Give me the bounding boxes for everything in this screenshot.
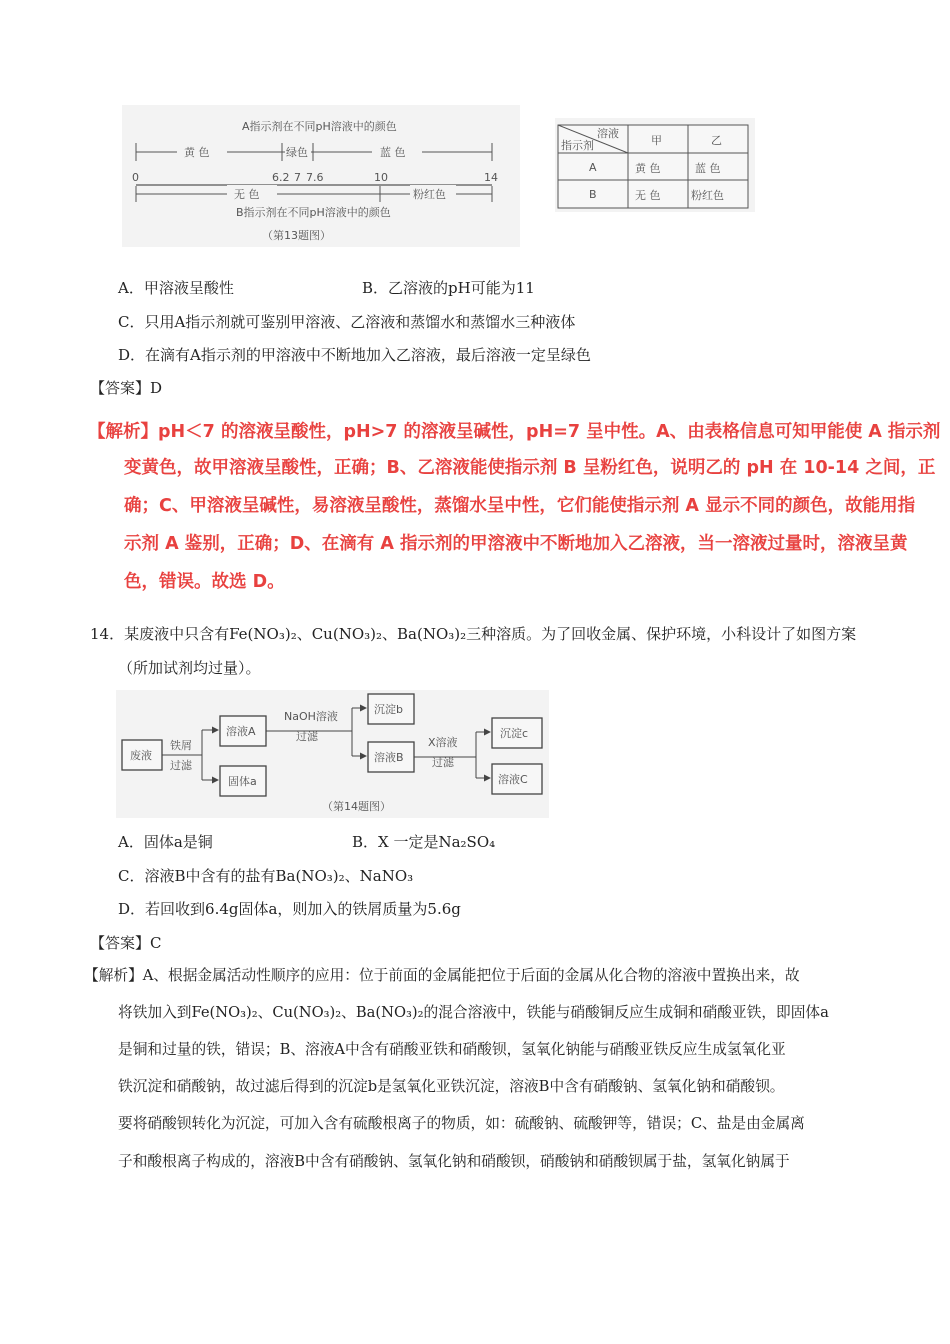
q13-analysis-line-5: 色，错误。故选 D。 — [124, 572, 285, 592]
q14-analysis-line-1: 【解析】A、根据金属活动性顺序的应用：位于前面的金属能把位于后面的金属从化合物的溶液中置换出来，故 — [84, 967, 800, 984]
flow-precipitate-c: 沉淀c — [500, 727, 529, 740]
q13-analysis-line-4: 示剂 A 鉴别，正确；D、在滴有 A 指示剂的甲溶液中不断地加入乙溶液，当一溶液过量时，溶液呈黄 — [124, 534, 908, 554]
table-row-b: B — [589, 188, 597, 201]
q13-analysis-line-3: 确；C、甲溶液呈碱性，易溶液呈酸性，蒸馏水呈中性，它们能使指示剂 A 显示不同的颜色，故能用指 — [124, 496, 916, 516]
q14-analysis-line-2: 将铁加入到Fe(NO₃)₂、Cu(NO₃)₂、Ba(NO₃)₂的混合溶液中，铁能与硝酸铜反应生成铜和硝酸亚铁，即固体a — [118, 1004, 829, 1021]
tick-14: 14 — [484, 171, 498, 184]
tick-6-2: 6.2 — [272, 171, 290, 184]
q13-analysis-line-1: 【解析】pH＜7 的溶液呈酸性，pH>7 的溶液呈碱性，pH=7 呈中性。A、由表格信息可知甲能使 A 指示剂 — [88, 422, 941, 442]
tick-7-6: 7.6 — [306, 171, 324, 184]
q14-flow-diagram — [116, 690, 549, 818]
q14-stem-line-2: （所加试剂均过量）。 — [118, 659, 261, 677]
q14-answer: 【答案】C — [90, 934, 162, 952]
q13-ph-scale-figure — [122, 105, 520, 247]
q13-option-d: D．在滴有A指示剂的甲溶液中不断地加入乙溶液，最后溶液一定呈绿色 — [118, 346, 591, 364]
fig13-caption: （第13题图） — [262, 229, 331, 242]
q13-indicator-table — [555, 118, 755, 212]
fig14-caption: （第14题图） — [322, 800, 391, 813]
flow-naoh: NaOH溶液 — [284, 710, 338, 723]
flow-precipitate-b: 沉淀b — [374, 703, 403, 716]
table-a-jia: 黄 色 — [635, 162, 661, 175]
tick-7: 7 — [294, 171, 301, 184]
fig-a-title: A指示剂在不同pH溶液中的颜色 — [242, 120, 397, 133]
tick-0: 0 — [132, 171, 139, 184]
table-row-a: A — [589, 161, 597, 174]
q14-analysis-line-6: 子和酸根离子构成的，溶液B中含有硝酸钠、氢氧化钠和硝酸钡，硝酸钠和硝酸钡属于盐，氢氧化钠属于 — [118, 1153, 790, 1170]
q14-analysis-line-5: 要将硝酸钡转化为沉淀，可加入含有硫酸根离子的物质，如：硫酸钠、硫酸钾等，错误；C、盐是由金属离 — [118, 1115, 805, 1132]
q14-option-a: A．固体a是铜 — [118, 833, 213, 851]
scale-green: 绿色 — [286, 146, 308, 159]
flow-x-solution: X溶液 — [428, 736, 458, 749]
tick-10: 10 — [374, 171, 388, 184]
q14-option-b: B．X 一定是Na₂SO₄ — [352, 833, 496, 851]
flow-solution-a: 溶液A — [226, 725, 256, 738]
scale-blue: 蓝 色 — [380, 146, 406, 159]
q13-option-c: C．只用A指示剂就可鉴别甲溶液、乙溶液和蒸馏水和蒸馏水三种液体 — [118, 313, 576, 331]
table-b-jia: 无 色 — [635, 189, 661, 202]
q14-option-d: D．若回收到6.4g固体a，则加入的铁屑质量为5.6g — [118, 900, 461, 918]
table-a-yi: 蓝 色 — [695, 162, 721, 175]
q13-answer: 【答案】D — [90, 379, 163, 397]
flow-solid-a: 固体a — [228, 775, 257, 788]
scale-colorless: 无 色 — [234, 188, 260, 201]
flow-iron: 铁屑 — [170, 739, 192, 752]
flow-filter-1: 过滤 — [170, 759, 192, 772]
q14-analysis-line-4: 铁沉淀和硝酸钠，故过滤后得到的沉淀b是氢氧化亚铁沉淀，溶液B中含有硝酸钠、氢氧化钠和硝酸钡。 — [118, 1078, 785, 1095]
fig-b-title: B指示剂在不同pH溶液中的颜色 — [236, 206, 391, 219]
table-b-yi: 粉红色 — [691, 189, 724, 202]
table-header-indicator: 指示剂 — [561, 139, 594, 152]
scale-pink: 粉红色 — [413, 188, 446, 201]
q13-analysis-line-2: 变黄色，故甲溶液呈酸性，正确；B、乙溶液能使指示剂 B 呈粉红色，说明乙的 pH 在 10-14 之间，正 — [124, 458, 936, 478]
flow-solution-b: 溶液B — [374, 751, 404, 764]
q14-analysis-line-3: 是铜和过量的铁，错误；B、溶液A中含有硝酸亚铁和硝酸钡，氢氧化钠能与硝酸亚铁反应生成氢氧化亚 — [118, 1041, 786, 1058]
flow-filter-3: 过滤 — [432, 756, 454, 769]
table-header-solution: 溶液 — [597, 127, 619, 140]
flow-waste: 废液 — [130, 749, 152, 762]
flow-filter-2: 过滤 — [296, 730, 318, 743]
q14-option-c: C．溶液B中含有的盐有Ba(NO₃)₂、NaNO₃ — [118, 867, 414, 885]
q13-option-a: A．甲溶液呈酸性 — [118, 279, 234, 297]
q14-stem-line-1: 14．某废液中只含有Fe(NO₃)₂、Cu(NO₃)₂、Ba(NO₃)₂三种溶质。为了回收金属、保护环境，小科设计了如图方案 — [90, 625, 857, 643]
flow-solution-c: 溶液C — [498, 773, 528, 786]
q13-option-b: B．乙溶液的pH可能为11 — [362, 279, 535, 297]
scale-yellow: 黄 色 — [184, 146, 210, 159]
table-col-yi: 乙 — [711, 134, 722, 147]
table-col-jia: 甲 — [651, 134, 662, 147]
